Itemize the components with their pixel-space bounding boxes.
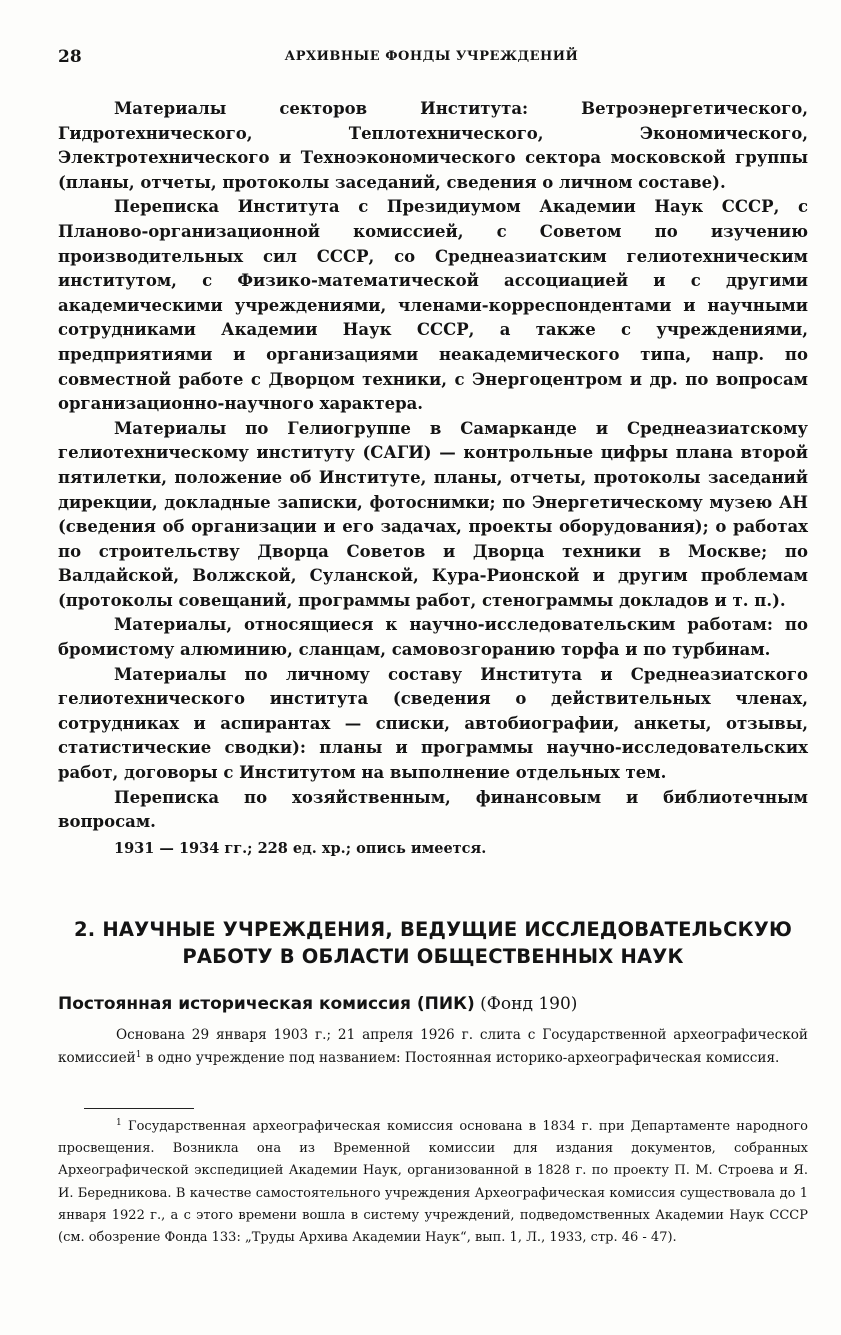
paragraph-helio-group: Материалы по Гелиогруппе в Самарканде и Среднеазиатскому гелиотехническому институту (САГИ) — контрольные цифры плана второй пятилетки, положение об Институте, планы, отчеты, протоколы заседаний дирекции, докладные записки, фотоснимки; по Энергетическому музею АН (сведения об организации и его задачах, проекты оборудования); о работах по строительству Дворца Советов и Дворца техники в Москве; по Валдайской, Волжской, Суланской, Кура-Рионской и другим проблемам (протоколы совещаний, программы работ, стенограммы докладов и т. п.). xyxy=(58,418,808,610)
founding-text-after: в одно учреждение под названием: Постоянная историко-археографическая комиссия. xyxy=(141,1049,780,1066)
paragraph-correspondence: Переписка Института с Президиумом Академии Наук СССР, с Планово-организационной комиссией, с Советом по изучению производительных сил СССР, со Среднеазиатским гелиотехническим институтом, с Физико-математической ассоциацией и с другими академическими учреждениями, членами-корреспондентами и научными сотрудниками Академии Наук СССР, а также с учреждениями, предприятиями и организациями неакадемического типа, напр. по совместной работе с Дворцом техники, с Энергоцентром и др. по вопросам организационно-научного характера. xyxy=(58,197,808,414)
page-number: 28 xyxy=(58,47,82,67)
paragraph-sector-materials: Материалы секторов Института: Ветроэнергетического, Гидротехнического, Теплотехнического, Экономического, Электротехнического и Технoэкономического сектора московской группы (планы, отчеты, протоколы заседаний, сведения о личном составе). xyxy=(58,99,808,192)
founding-note xyxy=(58,1024,808,1069)
commission-name: Постоянная историческая комиссия (ПИК) xyxy=(58,994,475,1014)
footnote-text: Государственная археографическая комиссия основана в 1834 г. при Департаменте народного просвещения. Возникла она из Временной комиссии для издания документов, собранных Археографической экспедицией Академии Наук, организованной в 1828 г. по проекту П. М. Строева и Я. И. Бередникова. В качестве самостоятельного учреждения Археографическая комиссия существовала до 1 января 1922 г., а с этого времени вошла в систему учреждений, подведомственных Академии Наук СССР (см. обозрение Фонда 133: „Труды Архива Академии Наук“, вып. 1, Л., 1933, стр. 46 - 47). xyxy=(58,1119,809,1246)
footnote-reference: 1 xyxy=(135,1049,142,1060)
founding-text-before: Основана 29 января 1903 г.; 21 апреля 1926 г. слита с Государственной археографической комиссией xyxy=(58,1027,808,1066)
fond-number: (Фонд 190) xyxy=(480,994,578,1014)
body-text xyxy=(58,97,808,861)
section-heading: 2. НАУЧНЫЕ УЧРЕЖДЕНИЯ, ВЕДУЩИЕ ИССЛЕДОВАТЕЛЬСКУЮ РАБОТУ В ОБЛАСТИ ОБЩЕСТВЕННЫХ НАУК xyxy=(73,918,793,968)
footnote-marker: 1 xyxy=(116,1118,122,1128)
running-title: АРХИВНЫЕ ФОНДЫ УЧРЕЖДЕНИЙ xyxy=(284,49,579,64)
paragraph-personnel: Материалы по личному составу Института и Среднеазиатского гелиотехнического института (сведения о действительных членах, сотрудниках и аспирантах — списки, автобиографии, анкеты, отзывы, статистические сводки): планы и программы научно-исследовательских работ, договоры с Институтом на выполнение отдельных тем. xyxy=(58,664,808,783)
holdings-meta-line: 1931 — 1934 гг.; 228 ед. хр.; опись имеется. xyxy=(114,839,487,857)
commission-title xyxy=(58,992,808,1016)
paragraph-economic-correspondence: Переписка по хозяйственным, финансовым и библиотечным вопросам. xyxy=(58,787,808,832)
footnote-divider xyxy=(84,1108,194,1109)
footnote xyxy=(58,1116,808,1249)
running-head xyxy=(58,47,805,67)
paragraph-research-works: Материалы, относящиеся к научно-исследовательским работам: по бромистому алюминию, сланцам, самовозгоранию торфа и по турбинам. xyxy=(58,615,808,660)
